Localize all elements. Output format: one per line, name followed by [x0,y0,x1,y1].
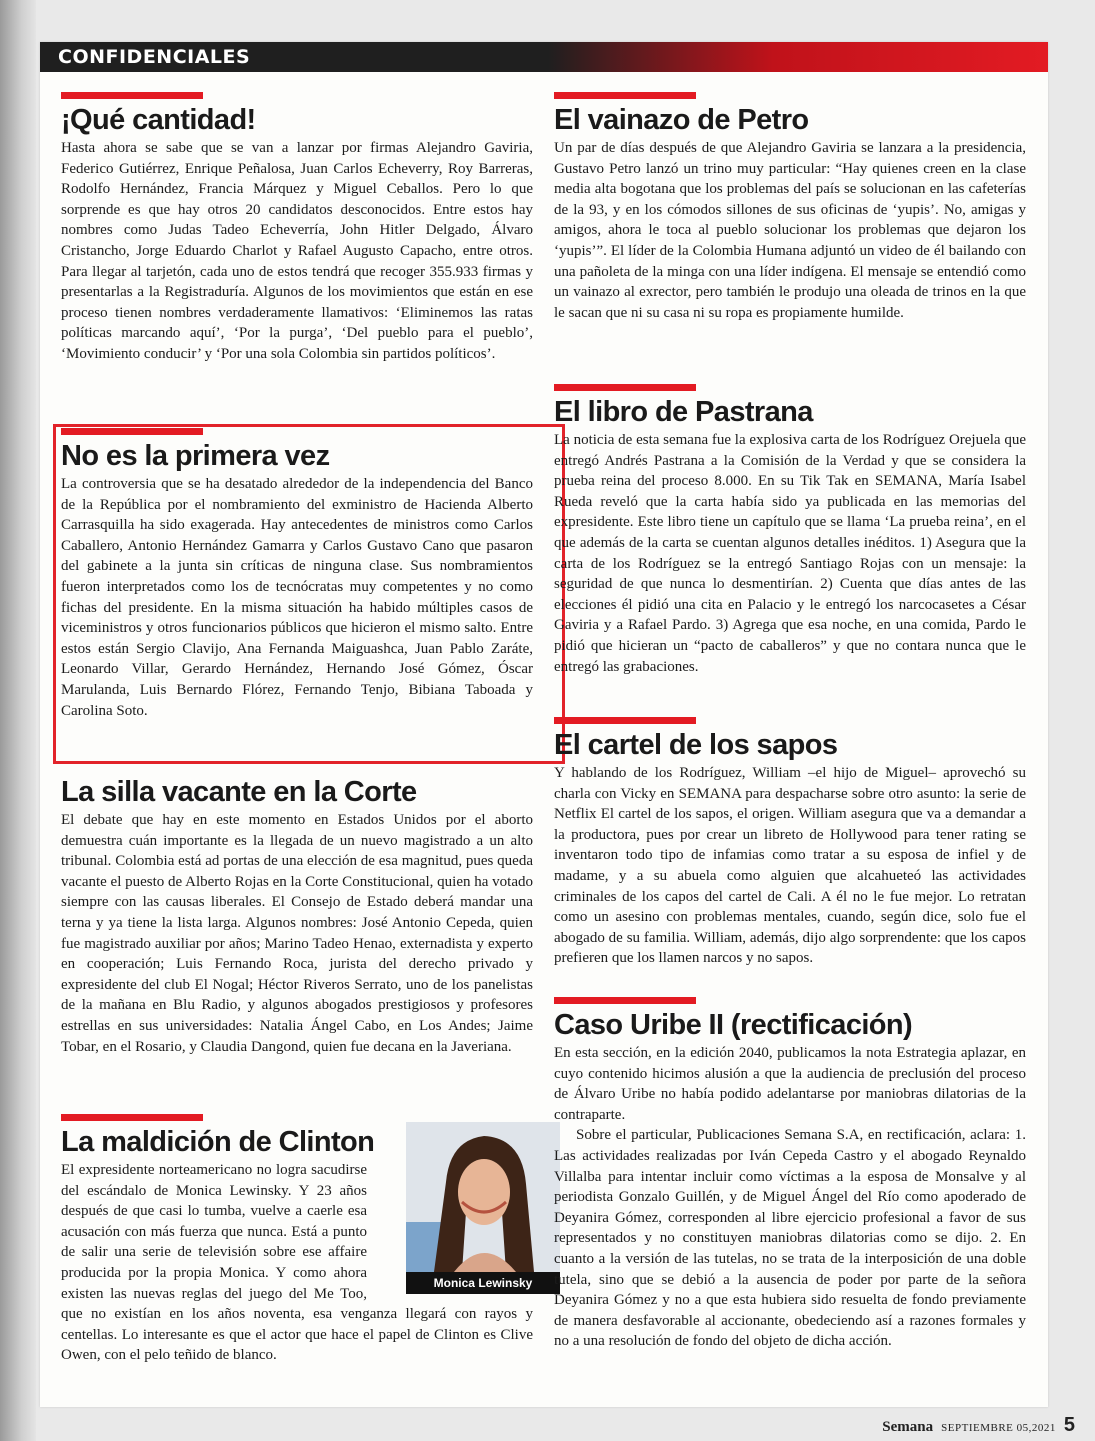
article-libro-pastrana [554,384,1026,677]
article-vainazo-petro [554,92,1026,323]
article-body: La noticia de esta semana fue la explosiva carta de los Rodríguez Orejuela que entregó Andrés Pastrana a la Comisión de la Verdad y que se considera la prueba reina del proceso 8.000. En su Tik Tak en SEMANA, María Isabel Rueda reveló que la carta había sido ya publicada en las memorias del expresidente. Este libro tiene un capítulo que se llama ‘La prueba reina’, en el que además de la carta se cuentan algunos detalles inéditos. 1) Asegura que la carta de los Rodríguez se la entregó Santiago Rojas con un mensaje: la seguridad de que nunca lo desmentirían. 2) Cuenta que días antes de las elecciones él pidió una cita en Palacio y le entregó los narcocasetes a César Gaviria y a Rafael Pardo. 3) Agrega que esa noche, en una comida, Pardo le pidió que hicieran un “pacto de caballeros” y que no contara nunca que le entregó las grabaciones. [554,432,1026,675]
article-headline: No es la primera vez [61,440,330,472]
monica-lewinsky-photo [406,1122,560,1294]
article-headline: El libro de Pastrana [554,396,813,428]
article-headline: El cartel de los sapos [554,729,838,761]
article-body-continued: Sobre el particular, Publicaciones Semana S.A, en rectificación, aclara: 1. Las actividades realizadas por Iván Cepeda Castro y el abogado Reynaldo Villalba para intentar incluir como víctimas a la esposa de Monsalve y al periodista Gonzalo Guillén, y de Miguel Ángel del Río como apoderado de Deyanira Gómez, corresponden al libre ejercicio profesional a favor de sus representados y no constituyen maniobras dilatorias como se dijo. 2. En cuanto a la versión de las tutelas, no se trata de la interposición de una doble tutela, sino que se debió a la ausencia de poder por parte de la señora Deyanira Gómez y no a que esta hubiera sido resuelta de fondo previamente de manera desfavorable al accionante, obedeciendo así a razones formales y no a una resolución de fondo del objeto de dicha acción. [554,1127,1026,1350]
section-header-accent [548,42,1048,72]
article-headline: La silla vacante en la Corte [61,776,417,808]
headline-accent [61,92,203,99]
page-footer [882,1414,1075,1437]
article-maldicion-clinton [61,1114,533,1366]
headline-accent [554,997,696,1004]
headline-accent [61,1114,203,1121]
headline-accent [554,92,696,99]
article-body-text: El expresidente norteamericano no logra sacudirse del escándalo de Monica Lewinsky. Y 23 años después de que casi lo tumba, vuelve a caerle esa acusación con más fuerza que nunca. Está a punto de salir una serie de televisión sobre ese affaire producida por la propia Monica. Y como ahora existen las nuevas reglas del juego del Me Too, que no existían en los años noventa, esa venganza llegará con rayos y centellas. Lo interesante es que el actor que hace el papel de Clinton es Clive Owen, con el pelo teñido de blanco. [61,1162,533,1364]
article-headline: La maldición de Clinton [61,1126,375,1158]
page-number: 5 [1063,1414,1075,1436]
article-body: Y hablando de los Rodríguez, William –el hijo de Miguel– aprovechó su charla con Vicky en SEMANA para despacharse sobre otro asunto: la serie de Netflix El cartel de los sapos, el origen. William asegura que va a demandar a la productora, pues por crear un libreto de Hollywood para tener rating se inventaron todo tipo de infamias como tratar a su esposa de infiel y de madame, y a su abuela como alguien que alcahueteó las actividades criminales de los capos del cartel de Cali. A él no le fue mejor. Lo retratan como un asesino con problemas mentales, cuando, según dice, solo fue el abogado de su familia. William, además, dijo algo sorprendente: que los capos prefieren que los llamen narcos y no sapos. [554,765,1026,967]
article-body: La controversia que se ha desatado alrededor de la independencia del Banco de la República por el nombramiento del exministro de Hacienda Alberto Carrasquilla ha sido exagerada. Hay antecedentes de ministros como Carlos Caballero, Antonio Hernández Gamarra y Carlos Gustavo Cano que pasaron del gabinete a la junta sin críticas de ninguna clase. Sus nombramientos fueron interpretados como los de tecnócratas muy competentes y no como fichas del presidente. En la misma situación ha habido múltiples casos de viceministros y otros funcionarios públicos que hicieron el mismo salto. Entre estos están Sergio Clavijo, Ana Fernanda Maiguashca, Juan Pablo Zaráte, Leonardo Villar, Gerardo Hernández, Hernando José Gómez, Óscar Marulanda, Luis Bernardo Flórez, Fernando Tenjo, Bibiana Taboada y Carolina Soto. [61,476,533,719]
article-body: Un par de días después de que Alejandro Gaviria se lanzara a la presidencia, Gustavo Petro lanzó un trino muy particular: “Hay quienes creen en la clase media alta bogotana que los problemas del país se solucionan en las cafeterías de la 93, y en los cómodos sillones de sus oficinas de ‘yupis’. No, amigas y amigos, ahora le toca al pueblo solucionar los problemas que dejaron los ‘yupis’”. El líder de la Colombia Humana adjuntó un video de él bailando con una pañoleta de la minga con una líder indígena. El mensaje se entendió como un vainazo al exrector, pero también le produjo una oleada de trinos en la que le sacan que ni su casa ni su ropa es propiamente humilde. [554,140,1026,321]
article-headline: El vainazo de Petro [554,104,809,136]
page-spine-shadow [0,0,36,1441]
highlight-box [53,424,565,764]
section-header [40,42,1048,72]
article-que-cantidad [61,92,533,365]
article-headline: Caso Uribe II (rectificación) [554,1009,913,1041]
issue-date: SEPTIEMBRE 05,2021 [941,1422,1056,1434]
photo-caption: Monica Lewinsky [406,1272,560,1294]
article-body: Hasta ahora se sabe que se van a lanzar por firmas Alejandro Gaviria, Federico Gutiérrez, Enrique Peñalosa, Juan Carlos Echeverry, Roy Barreras, Rodolfo Hernández, Francia Márquez y Miguel Ceballos. Pero lo que sorprende es que hay otros 20 candidatos desconocidos. Entre estos hay nombres como Judas Tadeo Echeverría, John Hitler Delgado, Álvaro Cristancho, Jorge Eduardo Charlot y Rafael Augusto Capacho, entre otros. Para llegar al tarjetón, cada uno de estos tendrá que recoger 355.933 firmas y presentarlas a la Registraduría. Algunos de los movimientos que están en ese proceso tienen nombres verdaderamente llamativos: ‘Eliminemos las ratas políticas marcando aquí’, ‘Por la purga’, ‘Del pueblo para el pueblo’, ‘Movimiento conducir’ y ‘Por una sola Colombia sin partidos políticos’. [61,140,533,362]
article-headline: ¡Qué cantidad! [61,104,256,136]
magazine-name: Semana [882,1419,934,1435]
headline-accent [554,717,696,724]
headline-accent [554,384,696,391]
article-silla-vacante [61,774,533,1057]
article-no-es-la-primera-vez [61,428,533,721]
magazine-page [40,42,1048,1407]
section-title: CONFIDENCIALES [58,46,251,68]
portrait-illustration [406,1122,560,1294]
article-cartel-sapos [554,717,1026,969]
article-body: El debate que hay en este momento en Estados Unidos por el aborto demuestra cuán importante es la llegada de un nuevo magistrado a un alto tribunal. Colombia está ad portas de una elección de esa magnitud, pues queda vacante el puesto de Alberto Rojas en la Corte Constitucional, quien ha votado siempre con las causas liberales. El Consejo de Estado deberá mandar una terna y ya tiene la lista larga. Algunos nombres: José Antonio Cepeda, quien fue magistrado auxiliar por años; Marino Tadeo Henao, externadista y experto en cooperación; Luis Fernando Roca, jurista del derecho privado y expresidente del club El Nogal; Héctor Riveros Serrato, uno de los panelistas de la mañana en Blu Radio, y algunos abogados prestigiosos y profesores estrellas en sus universidades: Natalia Ángel Cabo, en Los Andes; Jaime Tobar, en el Rosario, y Claudia Dangond, quien fue decana en la Javeriana. [61,812,533,1055]
article-body: En esta sección, en la edición 2040, publicamos la nota Estrategia aplazar, en cuyo contenido hicimos alusión a que la audiencia de preclusión del proceso de Álvaro Uribe no había podido adelantarse por maniobras dilatorias de la contraparte. [554,1045,1026,1123]
article-caso-uribe [554,997,1026,1352]
